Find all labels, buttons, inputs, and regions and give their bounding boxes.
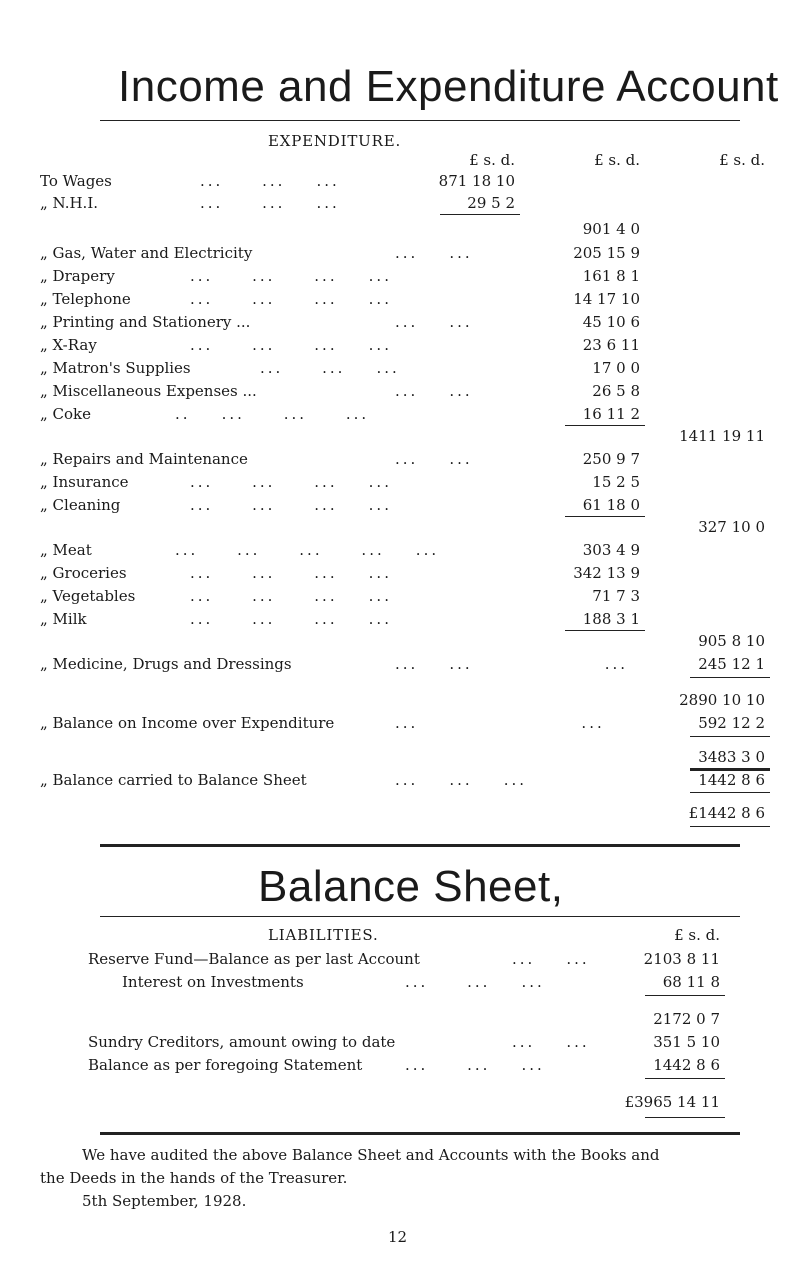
row-amount-c2: 205 15 9 [573, 244, 640, 262]
bs-row-label: Sundry Creditors, amount owing to date [88, 1033, 396, 1051]
row-label: „ Matron's Supplies [40, 359, 191, 377]
row-label: „ Printing and Stationery ... [40, 313, 251, 331]
bs-row-label: Balance as per foregoing Statement [88, 1056, 363, 1074]
row-amount-c2: 14 17 10 [573, 290, 640, 308]
row-amount-c1: 29 5 2 [467, 194, 515, 212]
leader-dots: ... ... [512, 1033, 590, 1051]
leader-dots: ... ... ... ... [190, 267, 392, 285]
row-amount-c2: 61 18 0 [582, 496, 640, 514]
liabilities-heading: LIABILITIES. [268, 926, 379, 944]
balance-sheet-title: Balance Sheet, [258, 862, 564, 911]
row-label: „ Drapery [40, 267, 115, 285]
row-label: „ Telephone [40, 290, 131, 308]
bs-col-header: £ s. d. [674, 926, 720, 944]
leader-dots: ... ... [395, 313, 473, 331]
row-amount-c2: 161 8 1 [582, 267, 640, 285]
row-amount-c2: 23 6 11 [582, 336, 640, 354]
row-amount-c2: 26 5 8 [592, 382, 640, 400]
leader-dots: ... ... ... ... [190, 336, 392, 354]
row-label: „ Balance on Income over Expenditure [40, 714, 335, 732]
row-label: „ N.H.I. [40, 194, 99, 212]
row-amount-c2: 250 9 7 [582, 450, 640, 468]
row-amount-c2: 16 11 2 [582, 405, 640, 423]
col-header-3: £ s. d. [719, 151, 765, 169]
subtotal: 901 4 0 [582, 220, 640, 238]
bs-row-amount: 68 11 8 [662, 973, 720, 991]
page-number: 12 [388, 1228, 408, 1246]
bs-grand-total: £3965 14 11 [624, 1093, 720, 1111]
leader-dots: ... ... ... ... [190, 496, 392, 514]
bs-subtotal: 2172 0 7 [653, 1010, 720, 1028]
leader-dots: ... ... [395, 244, 473, 262]
leader-dots: ... ... ... ... [190, 290, 392, 308]
bs-row-amount: 2103 8 11 [643, 950, 720, 968]
bs-row-label: Interest on Investments [122, 973, 304, 991]
total: 3483 3 0 [698, 748, 765, 766]
audit-date: 5th September, 1928. [82, 1192, 247, 1210]
leader-dots: ... ... ... [260, 359, 400, 377]
row-amount-c2: 17 0 0 [592, 359, 640, 377]
row-label: „ Repairs and Maintenance [40, 450, 248, 468]
bs-row-label: Reserve Fund—Balance as per last Account [88, 950, 420, 968]
page-title: Income and Expenditure Account [118, 62, 779, 111]
leader-dots: ... ... [395, 714, 605, 732]
row-label: „ Cleaning [40, 496, 121, 514]
audit-statement-line-2: the Deeds in the hands of the Treasurer. [40, 1169, 348, 1187]
row-label: „ Medicine, Drugs and Dressings [40, 655, 292, 673]
row-label: „ Vegetables [40, 587, 136, 605]
row-label: „ Coke [40, 405, 92, 423]
row-label: „ Balance carried to Balance Sheet [40, 771, 307, 789]
leader-dots: ... ... ... ... [190, 587, 392, 605]
group-total: 327 10 0 [698, 518, 765, 536]
row-amount-c2: 303 4 9 [582, 541, 640, 559]
row-amount-c2: 188 3 1 [582, 610, 640, 628]
row-label: „ Milk [40, 610, 87, 628]
leader-dots: ... ... [395, 450, 473, 468]
row-amount-c3: 592 12 2 [698, 714, 765, 732]
col-header-1: £ s. d. [469, 151, 515, 169]
row-label: „ X-Ray [40, 336, 97, 354]
leader-dots: ... ... ... ... ... [175, 541, 440, 559]
leader-dots: ... ... ... ... [190, 473, 392, 491]
bs-row-amount: 351 5 10 [653, 1033, 720, 1051]
row-label: „ Insurance [40, 473, 129, 491]
row-amount-c3: 1442 8 6 [698, 771, 765, 789]
bs-row-amount: 1442 8 6 [653, 1056, 720, 1074]
row-amount-c2: 342 13 9 [573, 564, 640, 582]
leader-dots: ... ... ... [395, 771, 528, 789]
row-label: „ Meat [40, 541, 92, 559]
row-amount-c2: 45 10 6 [582, 313, 640, 331]
row-amount-c2: 15 2 5 [592, 473, 640, 491]
grand-total: £1442 8 6 [688, 804, 765, 822]
row-label: To Wages [40, 172, 112, 190]
leader-dots: ... ... ... [200, 194, 340, 212]
row-amount-c2: 71 7 3 [592, 587, 640, 605]
row-label: „ Groceries [40, 564, 127, 582]
leader-dots: ... ... [395, 382, 473, 400]
audit-statement-line-1: We have audited the above Balance Sheet and Accounts with the Books and [82, 1146, 660, 1164]
leader-dots: ... ... ... [200, 172, 340, 190]
leader-dots: ... ... ... ... [190, 610, 392, 628]
row-label: „ Gas, Water and Electricity [40, 244, 253, 262]
leader-dots: ... ... [512, 950, 590, 968]
subtotal: 2890 10 10 [679, 691, 765, 709]
leader-dots: .. ... ... ... [175, 405, 370, 423]
leader-dots: ... ... ... ... [190, 564, 392, 582]
group-total: 1411 19 11 [679, 427, 765, 445]
col-header-2: £ s. d. [594, 151, 640, 169]
row-amount-c3: 245 12 1 [698, 655, 765, 673]
leader-dots: ... ... ... [405, 1056, 545, 1074]
leader-dots: ... ... ... [395, 655, 629, 673]
group-total: 905 8 10 [698, 632, 765, 650]
leader-dots: ... ... ... [405, 973, 545, 991]
row-amount-c1: 871 18 10 [438, 172, 515, 190]
row-label: „ Miscellaneous Expenses ... [40, 382, 257, 400]
expenditure-heading: EXPENDITURE. [268, 132, 402, 150]
